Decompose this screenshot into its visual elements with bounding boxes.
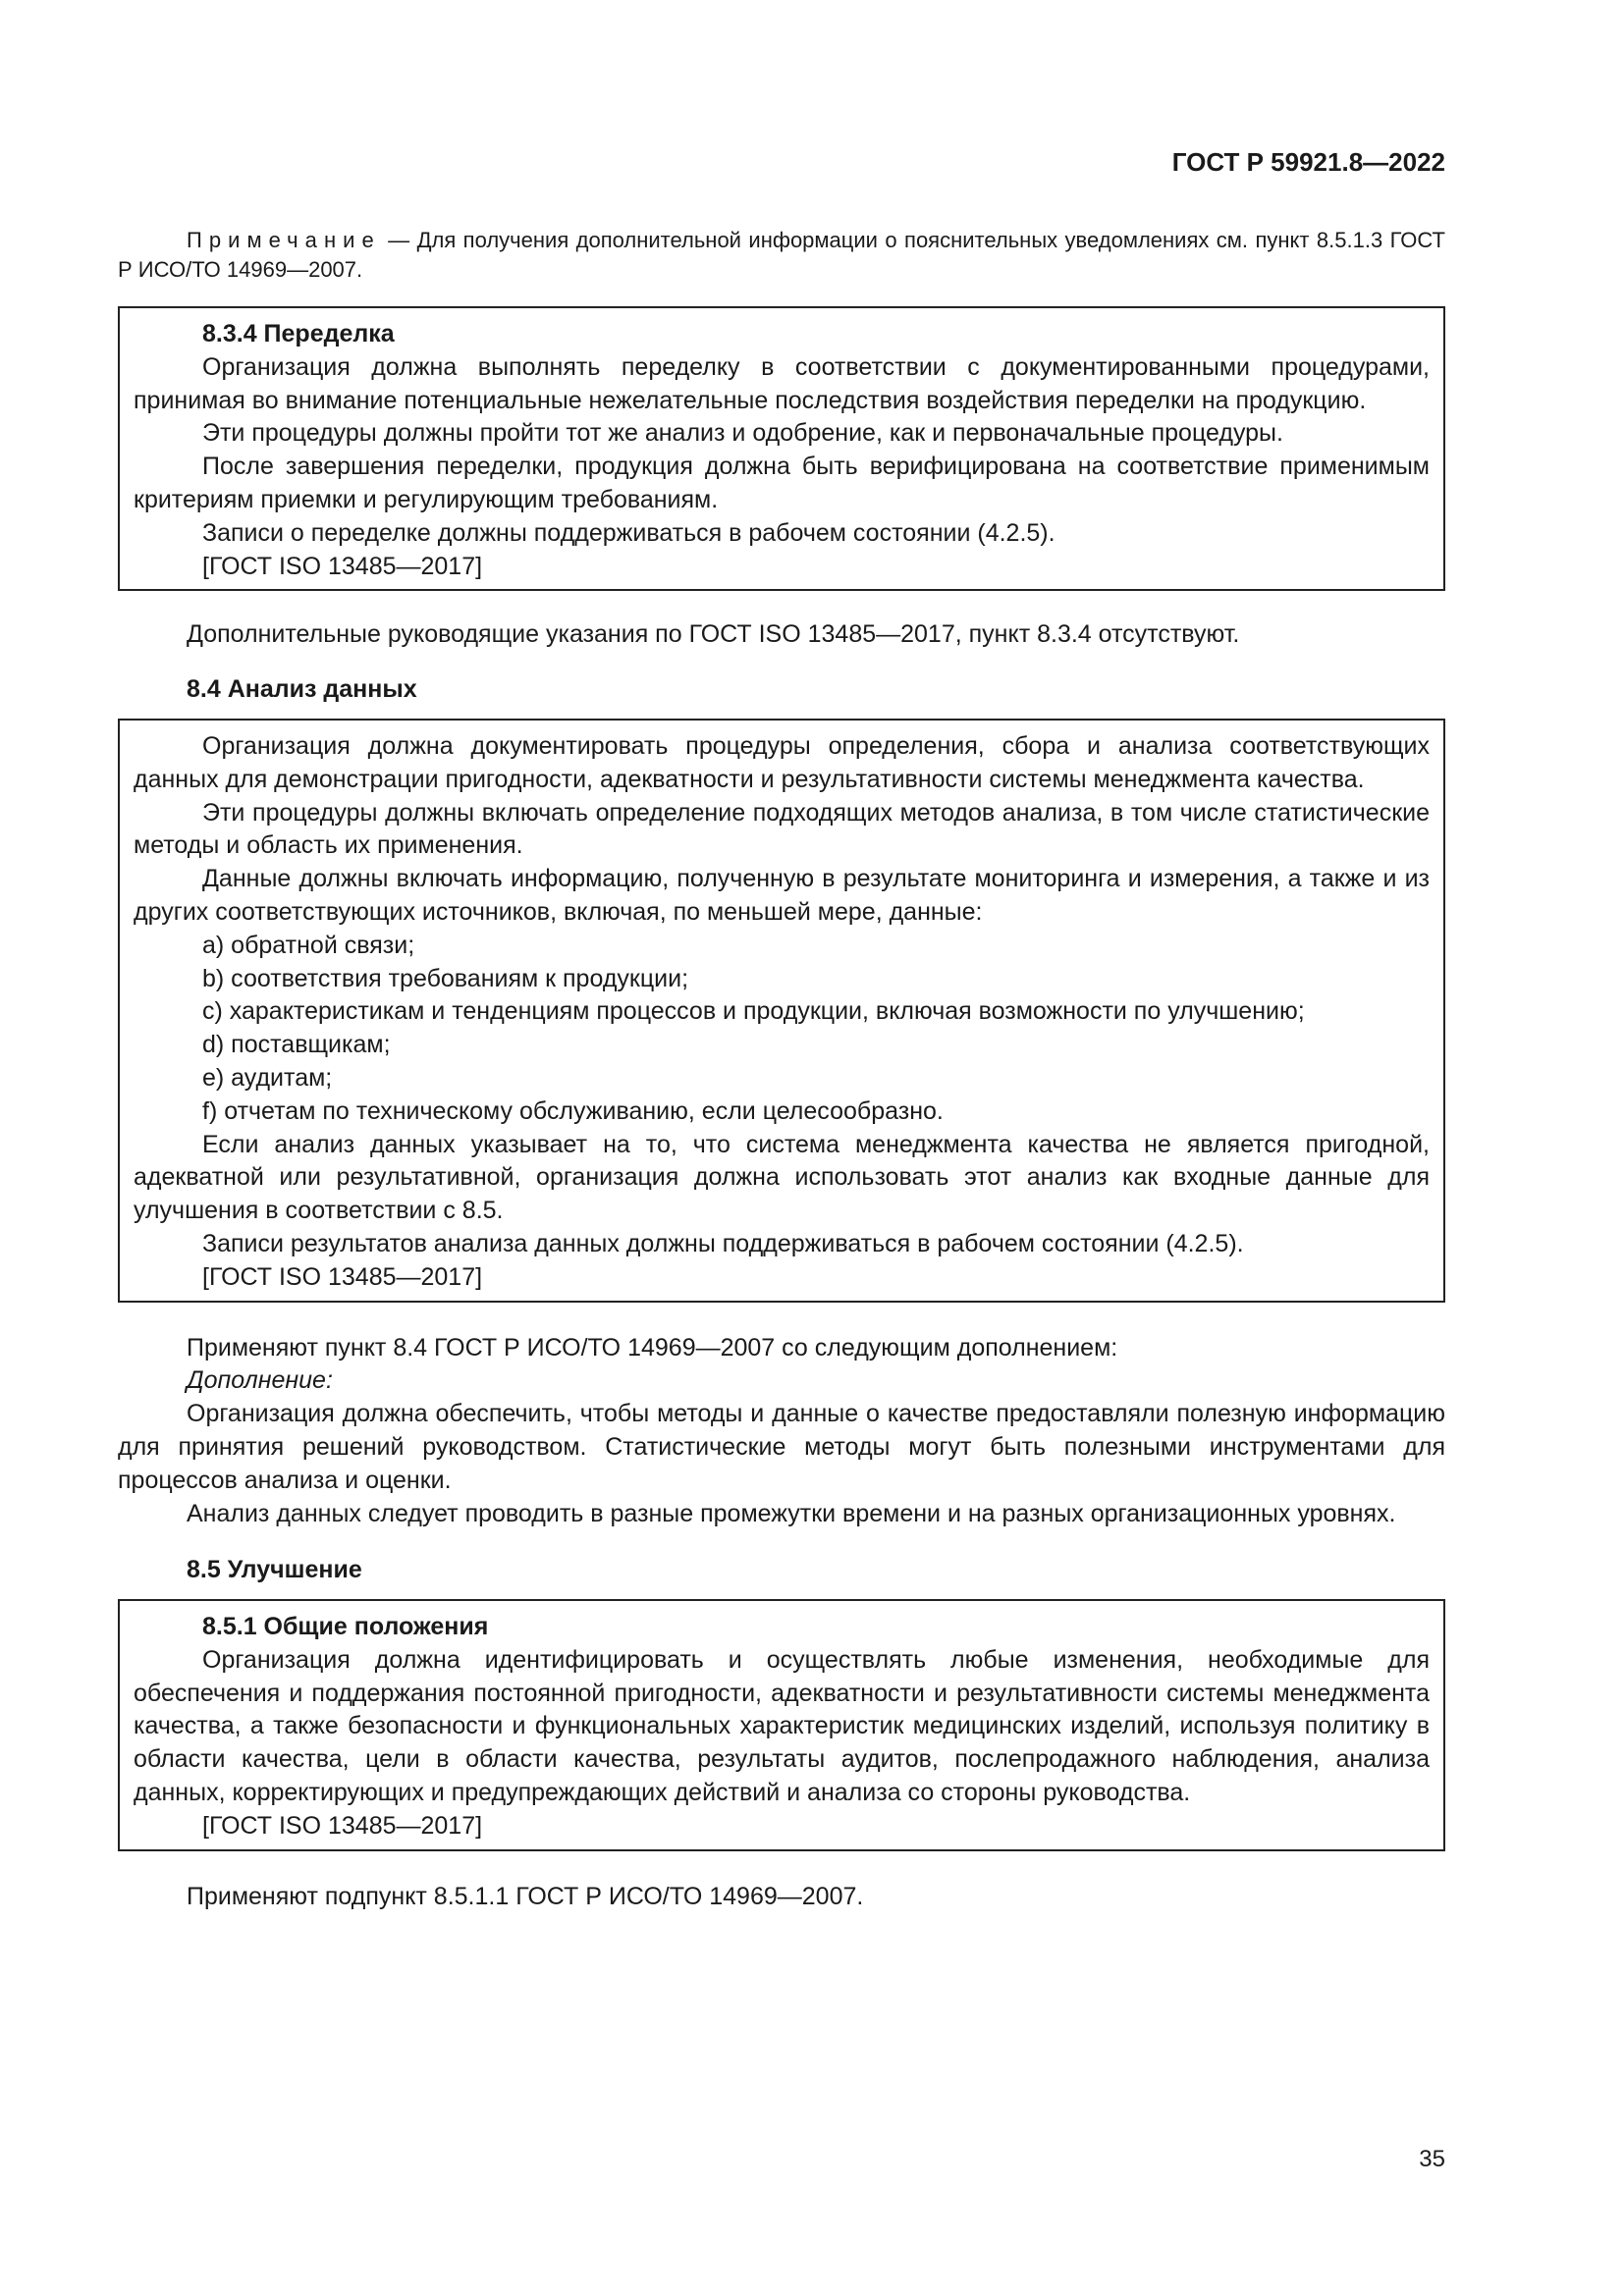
note-paragraph: [118, 226, 1445, 285]
note-label: Примечание: [187, 228, 381, 252]
box-8-3-4: [118, 306, 1445, 591]
box-8-5-1: [118, 1599, 1445, 1851]
box-8-4-p5: Записи результатов анализа данных должны поддерживаться в рабочем состоянии (4.2.5).: [202, 1229, 1244, 1257]
box-8-3-4-title: 8.3.4 Переделка: [202, 320, 395, 347]
after-8-5-1-text: Применяют подпункт 8.5.1.1 ГОСТ Р ИСО/ТО 14969—2007.: [187, 1882, 864, 1910]
list-item: d) поставщикам;: [202, 1031, 391, 1059]
box-8-5-1-p1: Организация должна идентифицировать и осуществлять любые изменения, необходимые для обеспечения и поддержания постоянной пригодности, адекватности и результативности системы менеджмента качества, а также безопасности и функциональных характеристик медицинских изделий, используя политику в области качества, цели в области качества, результаты аудитов, послепродажного наблюдения, анализа данных, корректирующих и предупреждающих действий и анализа со стороны руководства.: [134, 1645, 1430, 1807]
list-item: a) обратной связи;: [202, 931, 415, 959]
box-8-3-4-p2: Эти процедуры должны пройти тот же анализ и одобрение, как и первоначальные процедуры.: [202, 419, 1283, 448]
list-item: b) соответствия требованиям к продукции;: [202, 964, 689, 992]
addition-label: Дополнение:: [187, 1366, 333, 1395]
after-8-3-4-text: Дополнительные руководящие указания по ГОСТ ISO 13485—2017, пункт 8.3.4 отсутствуют.: [187, 620, 1240, 649]
note-text: — Для получения дополнительной информации о пояснительных уведомлениях см. пункт 8.5.1.3 ГОСТ Р ИСО/ТО 14969—2007.: [118, 228, 1445, 282]
box-8-4-p1: Организация должна документировать процедуры определения, сбора и анализа соответствующих данных для демонстрации пригодности, адекватности и результативности системы менеджмента качества.: [134, 731, 1430, 793]
box-8-4-p4: Если анализ данных указывает на то, что система менеджмента качества не является пригодной, адекватной или результативной, организация должна использовать этот анализ как входные данные для улучшения в соответствии с 8.5.: [134, 1130, 1430, 1225]
page-number: 35: [1419, 2146, 1445, 2172]
page-content: [118, 226, 1445, 1913]
box-8-4: [118, 719, 1445, 1303]
after-8-4-p1: Применяют пункт 8.4 ГОСТ Р ИСО/ТО 14969—2007 со следующим дополнением:: [187, 1333, 1118, 1362]
box-8-3-4-p3: После завершения переделки, продукция должна быть верифицирована на соответствие применимым критериям приемки и регулирующим требованиям.: [134, 453, 1430, 513]
doc-code-header: ГОСТ Р 59921.8—2022: [1171, 147, 1445, 177]
box-8-4-ref: [ГОСТ ISO 13485—2017]: [202, 1262, 483, 1291]
box-8-3-4-p4: Записи о переделке должны поддерживаться в рабочем состоянии (4.2.5).: [202, 518, 1056, 547]
section-8-5-heading: 8.5 Улучшение: [187, 1556, 362, 1584]
box-8-5-1-ref: [ГОСТ ISO 13485—2017]: [202, 1811, 483, 1840]
after-8-4-p2: Организация должна обеспечить, чтобы методы и данные о качестве предоставляли полезную информацию для принятия решений руководством. Статистические методы могут быть полезными инструментами для процессов анализа и оценки.: [118, 1400, 1445, 1494]
box-8-5-1-title: 8.5.1 Общие положения: [202, 1613, 489, 1641]
box-8-4-p2: Эти процедуры должны включать определение подходящих методов анализа, в том числе статистические методы и область их применения.: [134, 798, 1430, 860]
section-8-4-heading: 8.4 Анализ данных: [187, 675, 417, 704]
box-8-4-p3: Данные должны включать информацию, полученную в результате мониторинга и измерения, а также и из других соответствующих источников, включая, по меньшей мере, данные:: [134, 865, 1430, 926]
document-page: [118, 0, 1445, 2296]
list-item: c) характеристикам и тенденциям процессов и продукции, включая возможности по улучшению;: [202, 997, 1305, 1026]
list-item: e) аудитам;: [202, 1063, 333, 1092]
list-item: f) отчетам по техническому обслуживанию, если целесообразно.: [202, 1096, 944, 1125]
after-8-4-p3: Анализ данных следует проводить в разные промежутки времени и на разных организационных уровнях.: [187, 1499, 1396, 1527]
box-8-3-4-p1: Организация должна выполнять переделку в соответствии с документированными процедурами, принимая во внимание потенциальные нежелательные последствия воздействия переделки на продукцию.: [134, 352, 1430, 414]
box-8-3-4-ref: [ГОСТ ISO 13485—2017]: [202, 552, 483, 580]
